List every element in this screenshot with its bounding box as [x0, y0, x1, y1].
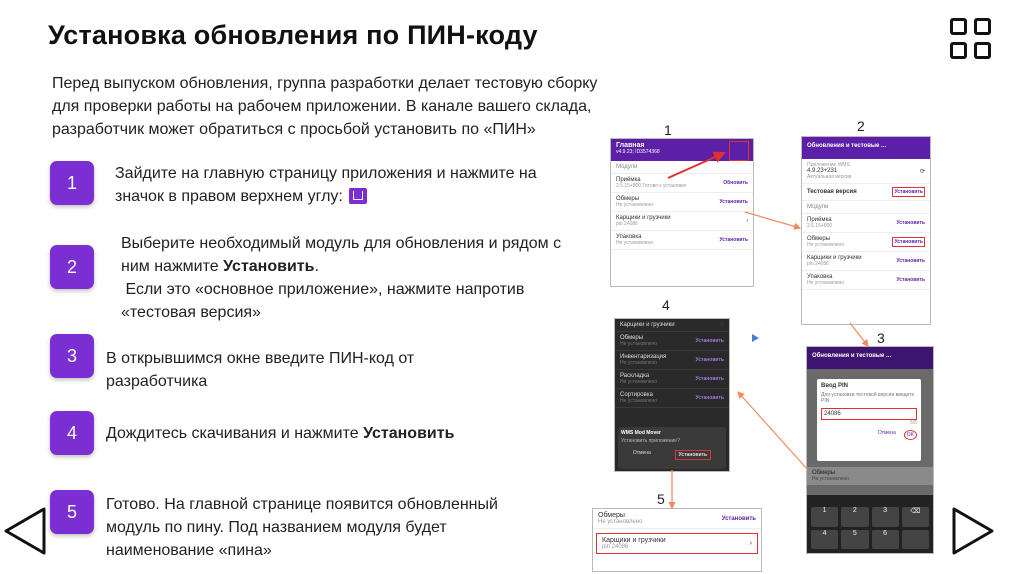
key[interactable]: 5 [841, 530, 868, 549]
s2-app-row: Приложение WMS 4.9.23+231 Актуальная версия ⟳ [802, 159, 930, 184]
key[interactable]: 3 [872, 507, 899, 527]
arrow-3-to-4 [738, 392, 808, 470]
page-title: Установка обновления по ПИН-коду [48, 20, 538, 50]
s2-row: Карщики и грузчики pin 24086 Установить [802, 252, 930, 271]
prev-slide-arrow-icon[interactable] [2, 506, 48, 556]
screenshot-3 [806, 346, 934, 554]
s3-keyboard [807, 495, 933, 553]
s2-section: Модули [802, 201, 930, 214]
step-2-badge: 2 [50, 245, 94, 289]
screenshot-2 [801, 136, 931, 325]
step-2-bold: Установить [223, 258, 315, 275]
step-3-text: В открывшимся окне введите ПИН-код от разработчика [106, 350, 415, 390]
step-4-text [106, 422, 526, 445]
step-2-text [121, 232, 581, 324]
step-2-note: Если это «основное приложение», нажмите напротив «тестовая версия» [121, 281, 525, 321]
screen-3-label: 3 [877, 330, 885, 346]
s2-row: Обмеры Не установлено Установить [802, 233, 930, 252]
s2-test-row: Тестовая версия Установить [802, 184, 930, 201]
s1-row: Обмеры Не установлено Установить [611, 193, 753, 212]
s1-row: Приёмка 2.5.15+800 Готово к установке Обновить [611, 174, 753, 193]
play-marker-icon [752, 334, 759, 342]
s3-dialog-title: Ввод PIN [821, 383, 849, 389]
s1-section: Модули [611, 161, 753, 174]
arrow-2-to-3 [850, 323, 868, 346]
grid-menu-icon[interactable] [950, 18, 998, 66]
s4-cancel-button[interactable]: Отмена [632, 450, 651, 456]
s4-install-dialog [618, 427, 726, 469]
update-icon [349, 188, 367, 204]
key[interactable]: 2 [841, 507, 868, 527]
screen-1-label: 1 [664, 122, 672, 138]
s3-cancel-button[interactable]: Отмена [877, 430, 896, 436]
step-4-badge: 4 [50, 411, 94, 455]
step-1-badge: 1 [50, 161, 94, 205]
s3-dialog-text: Для установки тестовой версии введите PIN [821, 392, 915, 404]
s2-row: Упаковка Не установлено Установить [802, 271, 930, 290]
s4-dialog-text: Установить приложение? [621, 438, 680, 444]
screenshot-1 [610, 138, 754, 287]
s2-row: Приёмка 2.5.15+800 Установить [802, 214, 930, 233]
step-2-period: . [314, 258, 319, 275]
step-4-bold: Установить [363, 425, 455, 442]
step-1-text [115, 162, 590, 208]
s1-row: Карщики и грузчики pin 24086 › [611, 212, 753, 231]
screenshot-4 [614, 318, 730, 472]
step-5-text: Готово. На главной странице появится обновленный модуль по пину. Под названием модуля будет наименование «пина» [106, 496, 498, 559]
s3-header: Обновления и тестовые ... [807, 347, 933, 369]
s4-row: Инвентаризация Не установлено Установить [615, 351, 729, 370]
s1-header-title: Главная [616, 142, 645, 149]
screen-4-label: 4 [662, 297, 670, 313]
s3-bg-row: Обмеры Не установлено [807, 467, 933, 485]
screen-2-label: 2 [857, 118, 865, 134]
step-3-badge: 3 [50, 334, 94, 378]
step-1-label: Зайдите на главную страницу приложения и нажмите на значок в правом верхнем углу: [115, 165, 537, 205]
key[interactable] [902, 530, 929, 549]
key[interactable]: 6 [872, 530, 899, 549]
step-2-label: Выберите необходимый модуль для обновления и рядом с ним нажмите [121, 235, 562, 275]
step-5-badge: 5 [50, 490, 94, 534]
key[interactable]: 4 [811, 530, 838, 549]
s2-header: Обновления и тестовые ... [802, 137, 930, 159]
s5-row: Карщики и грузчики pin 24086 › [596, 533, 758, 554]
s1-version: v4.9.23; ID3574368 [616, 149, 660, 155]
s4-dialog-app: WMS Mod Mover [621, 430, 661, 436]
intro-paragraph: Перед выпуском обновления, группа разработки делает тестовую сборку для проверки работы на рабочем приложении. В канале вашего склада, разработчик может обратиться с просьбой установить по «ПИН» [52, 75, 598, 138]
key[interactable]: 1 [811, 507, 838, 527]
s3-ok-button[interactable]: OK [904, 430, 917, 440]
s4-row: Обмеры Не установлено Установить [615, 332, 729, 351]
s3-pin-input[interactable]: 24086 [821, 408, 917, 420]
s3-counter: 5/5 [910, 420, 917, 426]
next-slide-arrow-icon[interactable] [950, 506, 996, 556]
s4-row: Раскладка Не установлено Установить [615, 370, 729, 389]
s4-row: Карщики и грузчики ◌ [615, 319, 729, 332]
s1-row: Упаковка Не установлено Установить [611, 231, 753, 250]
screen-5-label: 5 [657, 491, 665, 507]
s4-install-button[interactable]: Установить [675, 450, 712, 460]
screenshot-5 [592, 508, 762, 572]
backspace-key-icon[interactable]: ⌫ [902, 507, 929, 527]
s4-row: Сортировка Не установлено Установить [615, 389, 729, 408]
step-4-label: Дождитесь скачивания и нажмите [106, 425, 364, 442]
s5-row: Обмеры Не установлено Установить [593, 509, 761, 529]
s3-pin-dialog [817, 379, 921, 461]
